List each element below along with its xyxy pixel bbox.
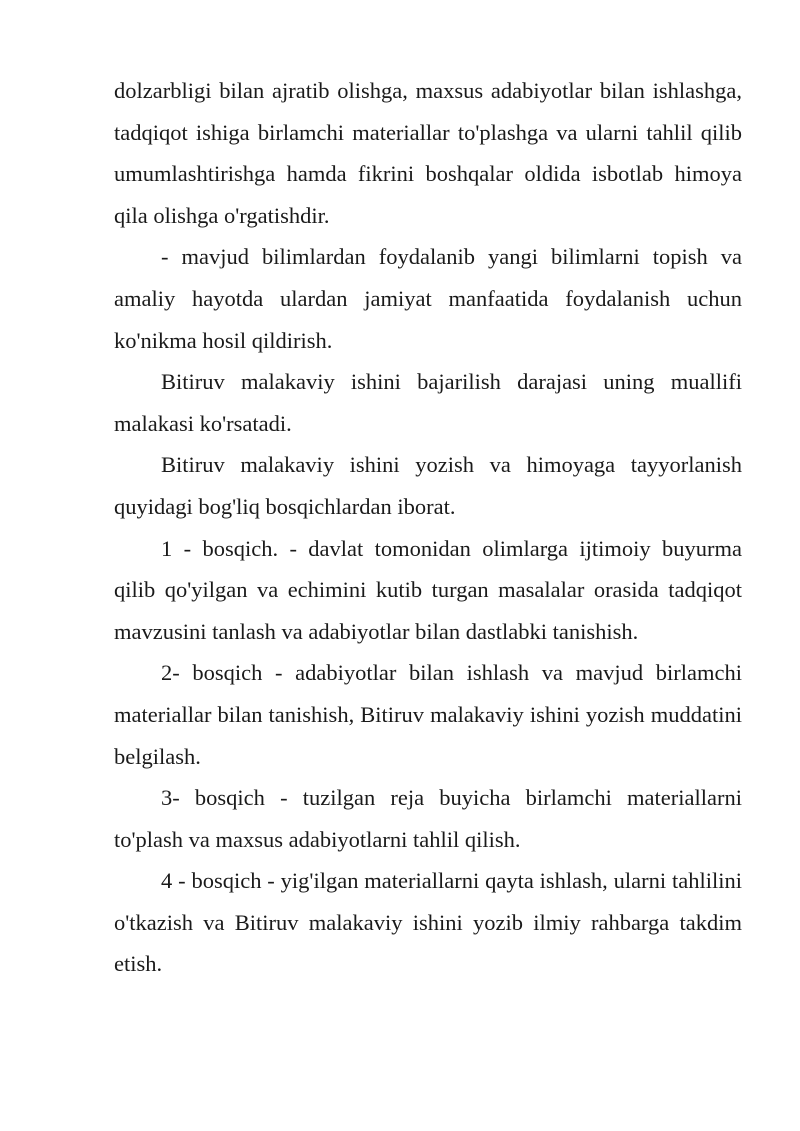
paragraph-qualification-level: Bitiruv malakaviy ishini bajarilish darajasi uning muallifi malakasi ko'rsatadi. <box>114 369 742 436</box>
paragraph-stage-3: 3- bosqich - tuzilgan reja buyicha birlamchi materiallarni to'plash va maxsus adabiyotlarni tahlil qilish. <box>114 785 742 852</box>
paragraph-stage-1: 1 - bosqich. - davlat tomonidan olimlarga ijtimoiy buyurma qilib qo'yilgan va echimini kutib turgan masalalar orasida tadqiqot mavzusini tanlash va adabiyotlar bilan dastlabki tanishish. <box>114 535 742 644</box>
document-body <box>114 70 742 985</box>
paragraph-skill-formation: - mavjud bilimlardan foydalanib yangi bilimlarni topish va amaliy hayotda ulardan jamiyat manfaatida foydalanish uchun ko'nikma hosil qildirish. <box>114 244 742 353</box>
paragraph-continuation: dolzarbligi bilan ajratib olishga, maxsus adabiyotlar bilan ishlashga, tadqiqot ishiga birlamchi materiallar to'plashga va ularni tahlil qilib umumlashtirishga hamda fikrini boshqalar oldida isbotlab himoya qila olishga o'rgatishdir. <box>114 78 742 228</box>
paragraph-stages-intro: Bitiruv malakaviy ishini yozish va himoyaga tayyorlanish quyidagi bog'liq bosqichlardan iborat. <box>114 452 742 519</box>
paragraph-stage-2: 2- bosqich - adabiyotlar bilan ishlash va mavjud birlamchi materiallar bilan tanishish, Bitiruv malakaviy ishini yozish muddatini belgilash. <box>114 660 742 769</box>
paragraph-stage-4: 4 - bosqich - yig'ilgan materiallarni qayta ishlash, ularni tahlilini o'tkazish va Bitiruv malakaviy ishini yozib ilmiy rahbarga takdim etish. <box>114 868 742 977</box>
